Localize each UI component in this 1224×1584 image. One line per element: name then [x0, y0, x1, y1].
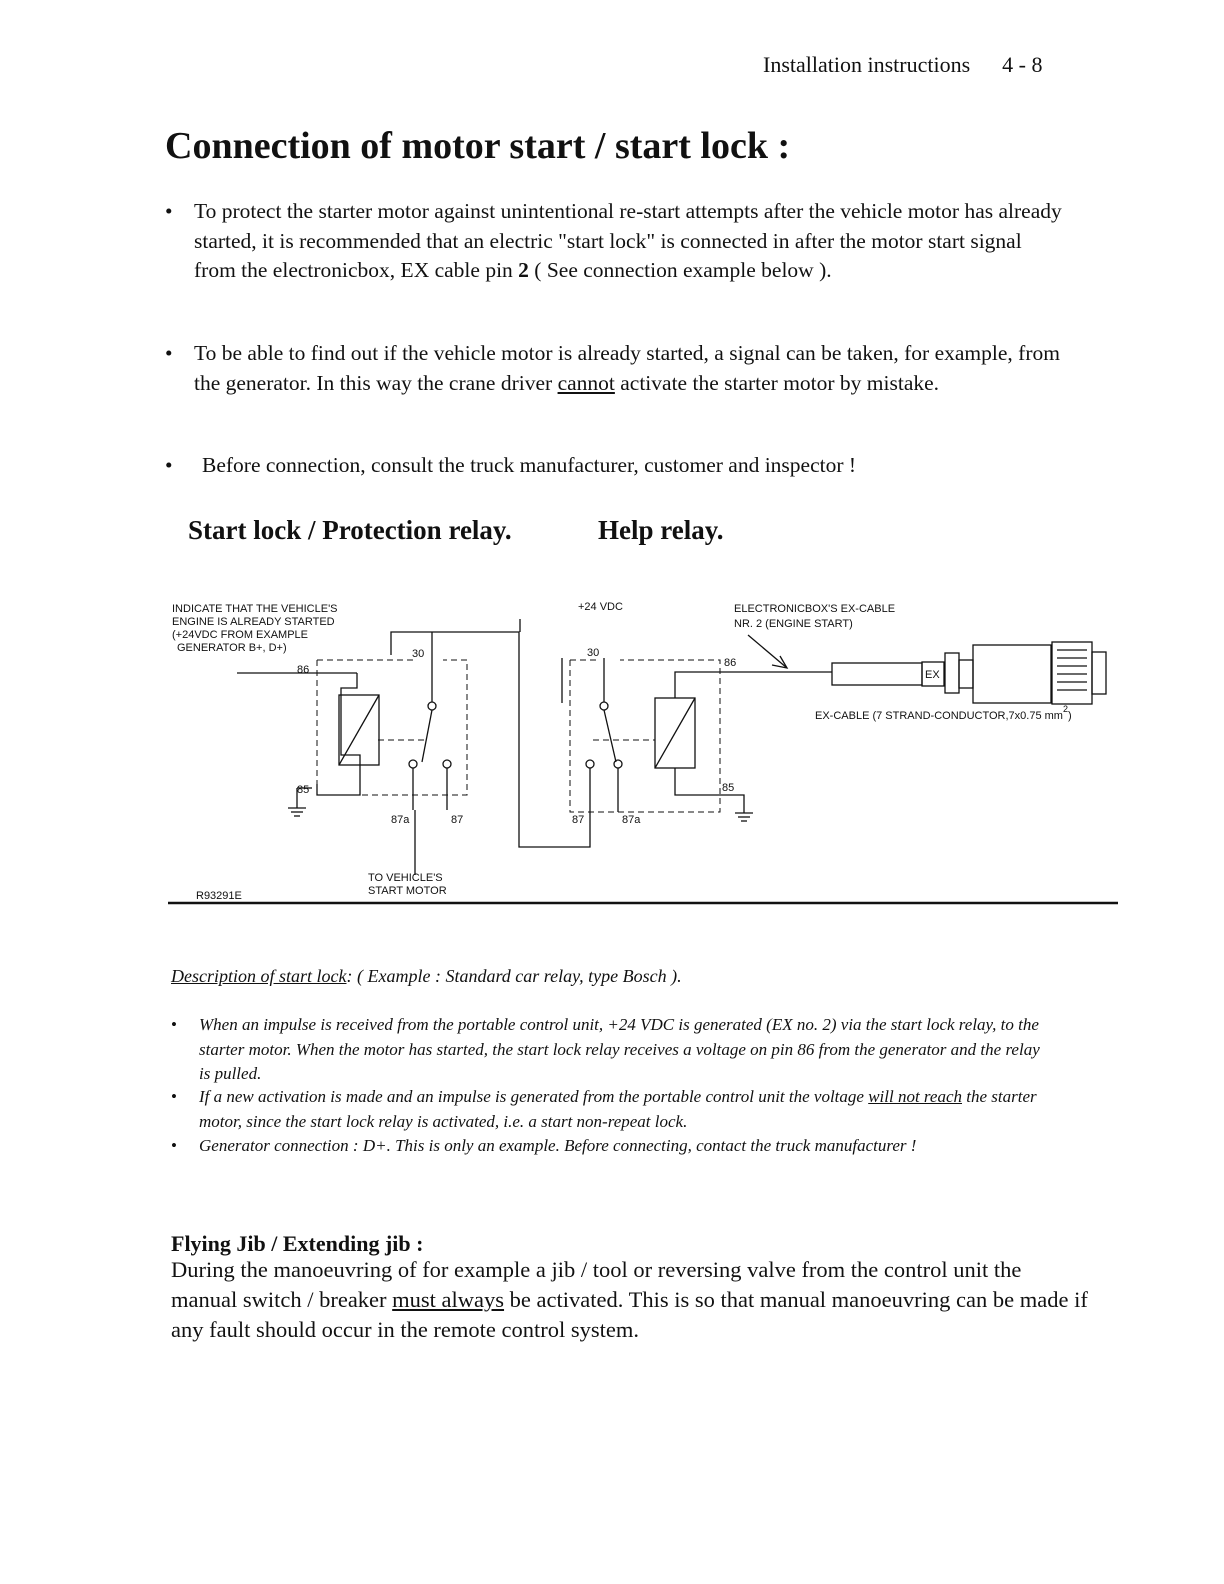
underlined-text: must always [392, 1287, 505, 1312]
supply-label: +24 VDC [578, 601, 623, 613]
pin-87-right: 87 [572, 814, 585, 826]
bullet-marker: • [171, 1015, 177, 1034]
pin-30-right: 30 [587, 647, 600, 659]
ex-cable-sup: 2 [1062, 704, 1068, 714]
pin-87a-left: 87a [391, 814, 410, 826]
bullet-item [165, 339, 1065, 398]
page-title: Connection of motor start / start lock : [165, 125, 791, 167]
pin-86-right: 86 [724, 657, 737, 669]
description-item [171, 1134, 1051, 1159]
bullet-marker: • [171, 1136, 177, 1155]
bullet-text-part: To be able to find out if the vehicle motor is already started, a signal can be taken, for example, from the generator. In this way the crane driver [194, 341, 1060, 395]
indicate-line-1: INDICATE THAT THE VEHICLE'S [172, 603, 338, 615]
description-text [199, 1085, 1051, 1134]
bullet-text-part: activate the starter motor by mistake. [614, 370, 940, 395]
pin-86-left: 86 [297, 664, 310, 676]
bullet-text [194, 339, 1065, 398]
bullet-text: Before connection, consult the truck manufacturer, customer and inspector ! [202, 453, 857, 477]
to-motor-line-2: START MOTOR [368, 885, 447, 897]
bullet-text-part: To protect the starter motor against unintentional re-start attempts after the vehicle motor has already started, it is recommended that an electric "start lock" is connected in after the motor start signal from the electronicbox, EX cable pin [194, 199, 1062, 282]
indicate-line-3: (+24VDC FROM EXAMPLE [172, 629, 309, 641]
bullet-text-part: ( See connection example below ). [528, 258, 832, 282]
description-text-part: the starter motor, since the start lock relay is activated, i.e. a start non-repeat lock. [199, 1087, 1037, 1131]
help-relay-heading: Help relay. [598, 515, 724, 545]
ex-cable-label [815, 704, 1072, 722]
bullet-item [165, 451, 1065, 481]
bullet-marker: • [165, 453, 173, 477]
description-item [171, 1085, 1051, 1134]
bullet-marker: • [165, 341, 173, 365]
description-text: When an impulse is received from the portable control unit, +24 VDC is generated (EX no. 2) via the start lock relay, to the starter motor. When the motor has started, the start lock relay receives a voltage on pin 86 from the generator and the relay is pulled. [199, 1015, 1040, 1083]
bullet-text [194, 197, 1065, 286]
page-number: 4 - 8 [1002, 52, 1043, 77]
page-header [763, 52, 1042, 78]
bullet-marker: • [171, 1087, 177, 1106]
pin-85-right: 85 [722, 782, 735, 794]
indicate-line-4: GENERATOR B+, D+) [177, 642, 287, 654]
underlined-text: cannot [557, 370, 615, 395]
flying-jib-heading: Flying Jib / Extending jib : [171, 1231, 424, 1256]
description-text-part: If a new activation is made and an impulse is generated from the portable control unit the voltage [199, 1087, 869, 1106]
ex-cable-close: ) [1067, 710, 1072, 722]
relay-wiring-diagram [160, 590, 1130, 920]
pin-number-bold: 2 [518, 258, 529, 282]
description-heading [171, 966, 682, 987]
start-lock-heading: Start lock / Protection relay. [188, 515, 512, 545]
flying-jib-body [171, 1255, 1091, 1345]
bullet-item [165, 197, 1065, 286]
pin-87-left: 87 [451, 814, 464, 826]
description-label: Description of start lock [171, 966, 347, 986]
indicate-line-2: ENGINE IS ALREADY STARTED [172, 616, 335, 628]
description-colon: : [346, 966, 353, 986]
ex-note-line-1: ELECTRONICBOX'S EX-CABLE [734, 603, 896, 615]
pin-30-left: 30 [412, 648, 425, 660]
description-text: Generator connection : D+. This is only an example. Before connecting, contact the truck manufacturer ! [199, 1136, 917, 1155]
underlined-text: will not reach [868, 1087, 963, 1106]
diagram-reference: R93291E [196, 890, 242, 902]
description-example: ( Example : Standard car relay, type Bosch ). [352, 966, 682, 986]
ex-connector-label: EX [925, 669, 940, 681]
pin-87a-right: 87a [622, 814, 641, 826]
pin-85-left: 85 [297, 784, 310, 796]
to-motor-line-1: TO VEHICLE'S [368, 872, 443, 884]
bullet-marker: • [165, 199, 173, 223]
description-item [171, 1013, 1051, 1087]
ex-note-line-2: NR. 2 (ENGINE START) [734, 618, 853, 630]
flying-jib-text-part: During the manoeuvring of for example a jib / tool or reversing valve from the control unit the manual switch / breaker [171, 1257, 1022, 1312]
flying-jib-text-part: be activated. This is so that manual manoeuvring can be made if any fault should occur in the remote control system. [171, 1287, 1088, 1342]
header-section: Installation instructions [763, 52, 971, 77]
ex-cable-text: EX-CABLE (7 STRAND-CONDUCTOR,7x0.75 mm [815, 710, 1063, 722]
